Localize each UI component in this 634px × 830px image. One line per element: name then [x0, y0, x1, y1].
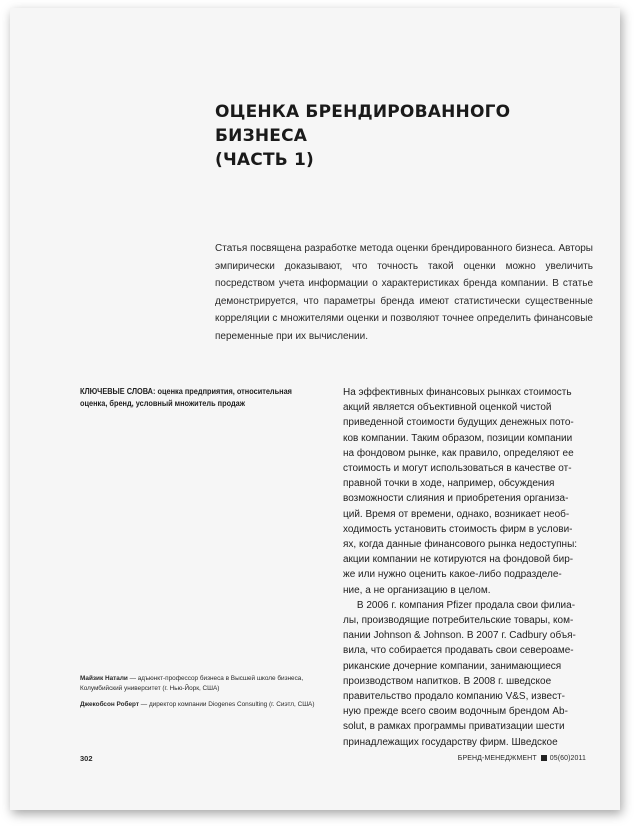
body-line: приведенной стоимости будущих денежных пото- [343, 417, 574, 429]
article-title-line-2: (ЧАСТЬ 1) [215, 150, 315, 170]
body-line: стоимость и могут использоваться в качестве от- [343, 463, 572, 475]
body-line: на фондовом рынке, как правило, определяют ее [343, 447, 574, 459]
body-line: правной точки в ходе, например, обсуждения [343, 478, 555, 490]
body-line: ций. Время от времени, однако, возникает необ- [343, 508, 570, 520]
body-line: ходимость установить стоимость фирм в услови- [343, 523, 573, 535]
article-page [10, 8, 620, 810]
author-name: Майзик Натали [80, 675, 128, 682]
body-line: производством напитков. В 2008 г. шведское [343, 675, 552, 687]
author-note-2 [80, 700, 345, 710]
body-text-column [343, 385, 598, 750]
page-number: 302 [80, 754, 93, 763]
body-line: В 2006 г. компания Pfizer продала свои филиа- [343, 599, 576, 611]
article-title [215, 100, 595, 172]
body-line: ную прежде всего своим водочным брендом Ab- [343, 706, 568, 718]
body-line: лы, производящие потребительские товары, ком- [343, 615, 574, 627]
body-line: вила, что собирается продавать свои североаме- [343, 645, 574, 657]
body-line: принадлежащих государству фирм. Шведское [343, 736, 558, 748]
body-line: риканские дочерние компании, занимающиеся [343, 660, 562, 672]
author-note-1 [80, 674, 345, 694]
journal-name: БРЕНД-МЕНЕДЖМЕНТ [457, 755, 537, 762]
body-line: возможности слияния и приобретения организа- [343, 493, 569, 505]
article-abstract: Статья посвящена разработке метода оценки брендированного бизнеса. Авторы эмпирически доказывают, что точность такой оценки можно увеличить посредством учета информации о характеристиках бренда компании. В статье демонстрируется, что параметры бренда имеют статистически существенные корреляции с множителями оценки и позволяют точнее определить финансовые переменные при их вычислении. [215, 243, 593, 342]
author-name: Джекобсон Роберт [80, 701, 139, 708]
journal-footer [458, 754, 586, 764]
body-line: правительство продало компанию V&S, извест- [343, 691, 565, 703]
square-separator-icon [541, 755, 547, 761]
keywords: КЛЮЧЕВЫЕ СЛОВА: оценка предприятия, относительная оценка, бренд, условный множитель продаж [80, 387, 292, 408]
body-line: же или нужно оценить какое-либо подразделе- [343, 569, 562, 581]
body-line: На эффективных финансовых рынках стоимость [343, 387, 572, 398]
author-description: — директор компании Diogenes Consulting (г. Сиэтл, США) [139, 701, 315, 708]
author-description: — адъюнкт-профессор бизнеса в Высшей школе бизнеса, Колумбийский университет (г. Нью-Йорк, США) [80, 675, 304, 692]
body-line: solut, в рамках программы приватизации шести [343, 721, 565, 733]
article-title-line-1: ОЦЕНКА БРЕНДИРОВАННОГО БИЗНЕСА [215, 102, 511, 146]
body-line: пании Johnson & Johnson. В 2007 г. Cadbury объя- [343, 630, 576, 642]
body-line: ях, когда данные финансового рынка недоступны: [343, 539, 578, 551]
body-line: акций является объективной оценкой чистой [343, 402, 552, 414]
body-line: акции компании не котируются на фондовой бир- [343, 554, 574, 566]
body-line: ние, а не организацию в целом. [343, 584, 491, 596]
journal-issue: 05(60)2011 [549, 755, 586, 762]
body-line: ков компании. Таким образом, позиции компании [343, 432, 573, 444]
body-paragraphs [343, 385, 598, 750]
